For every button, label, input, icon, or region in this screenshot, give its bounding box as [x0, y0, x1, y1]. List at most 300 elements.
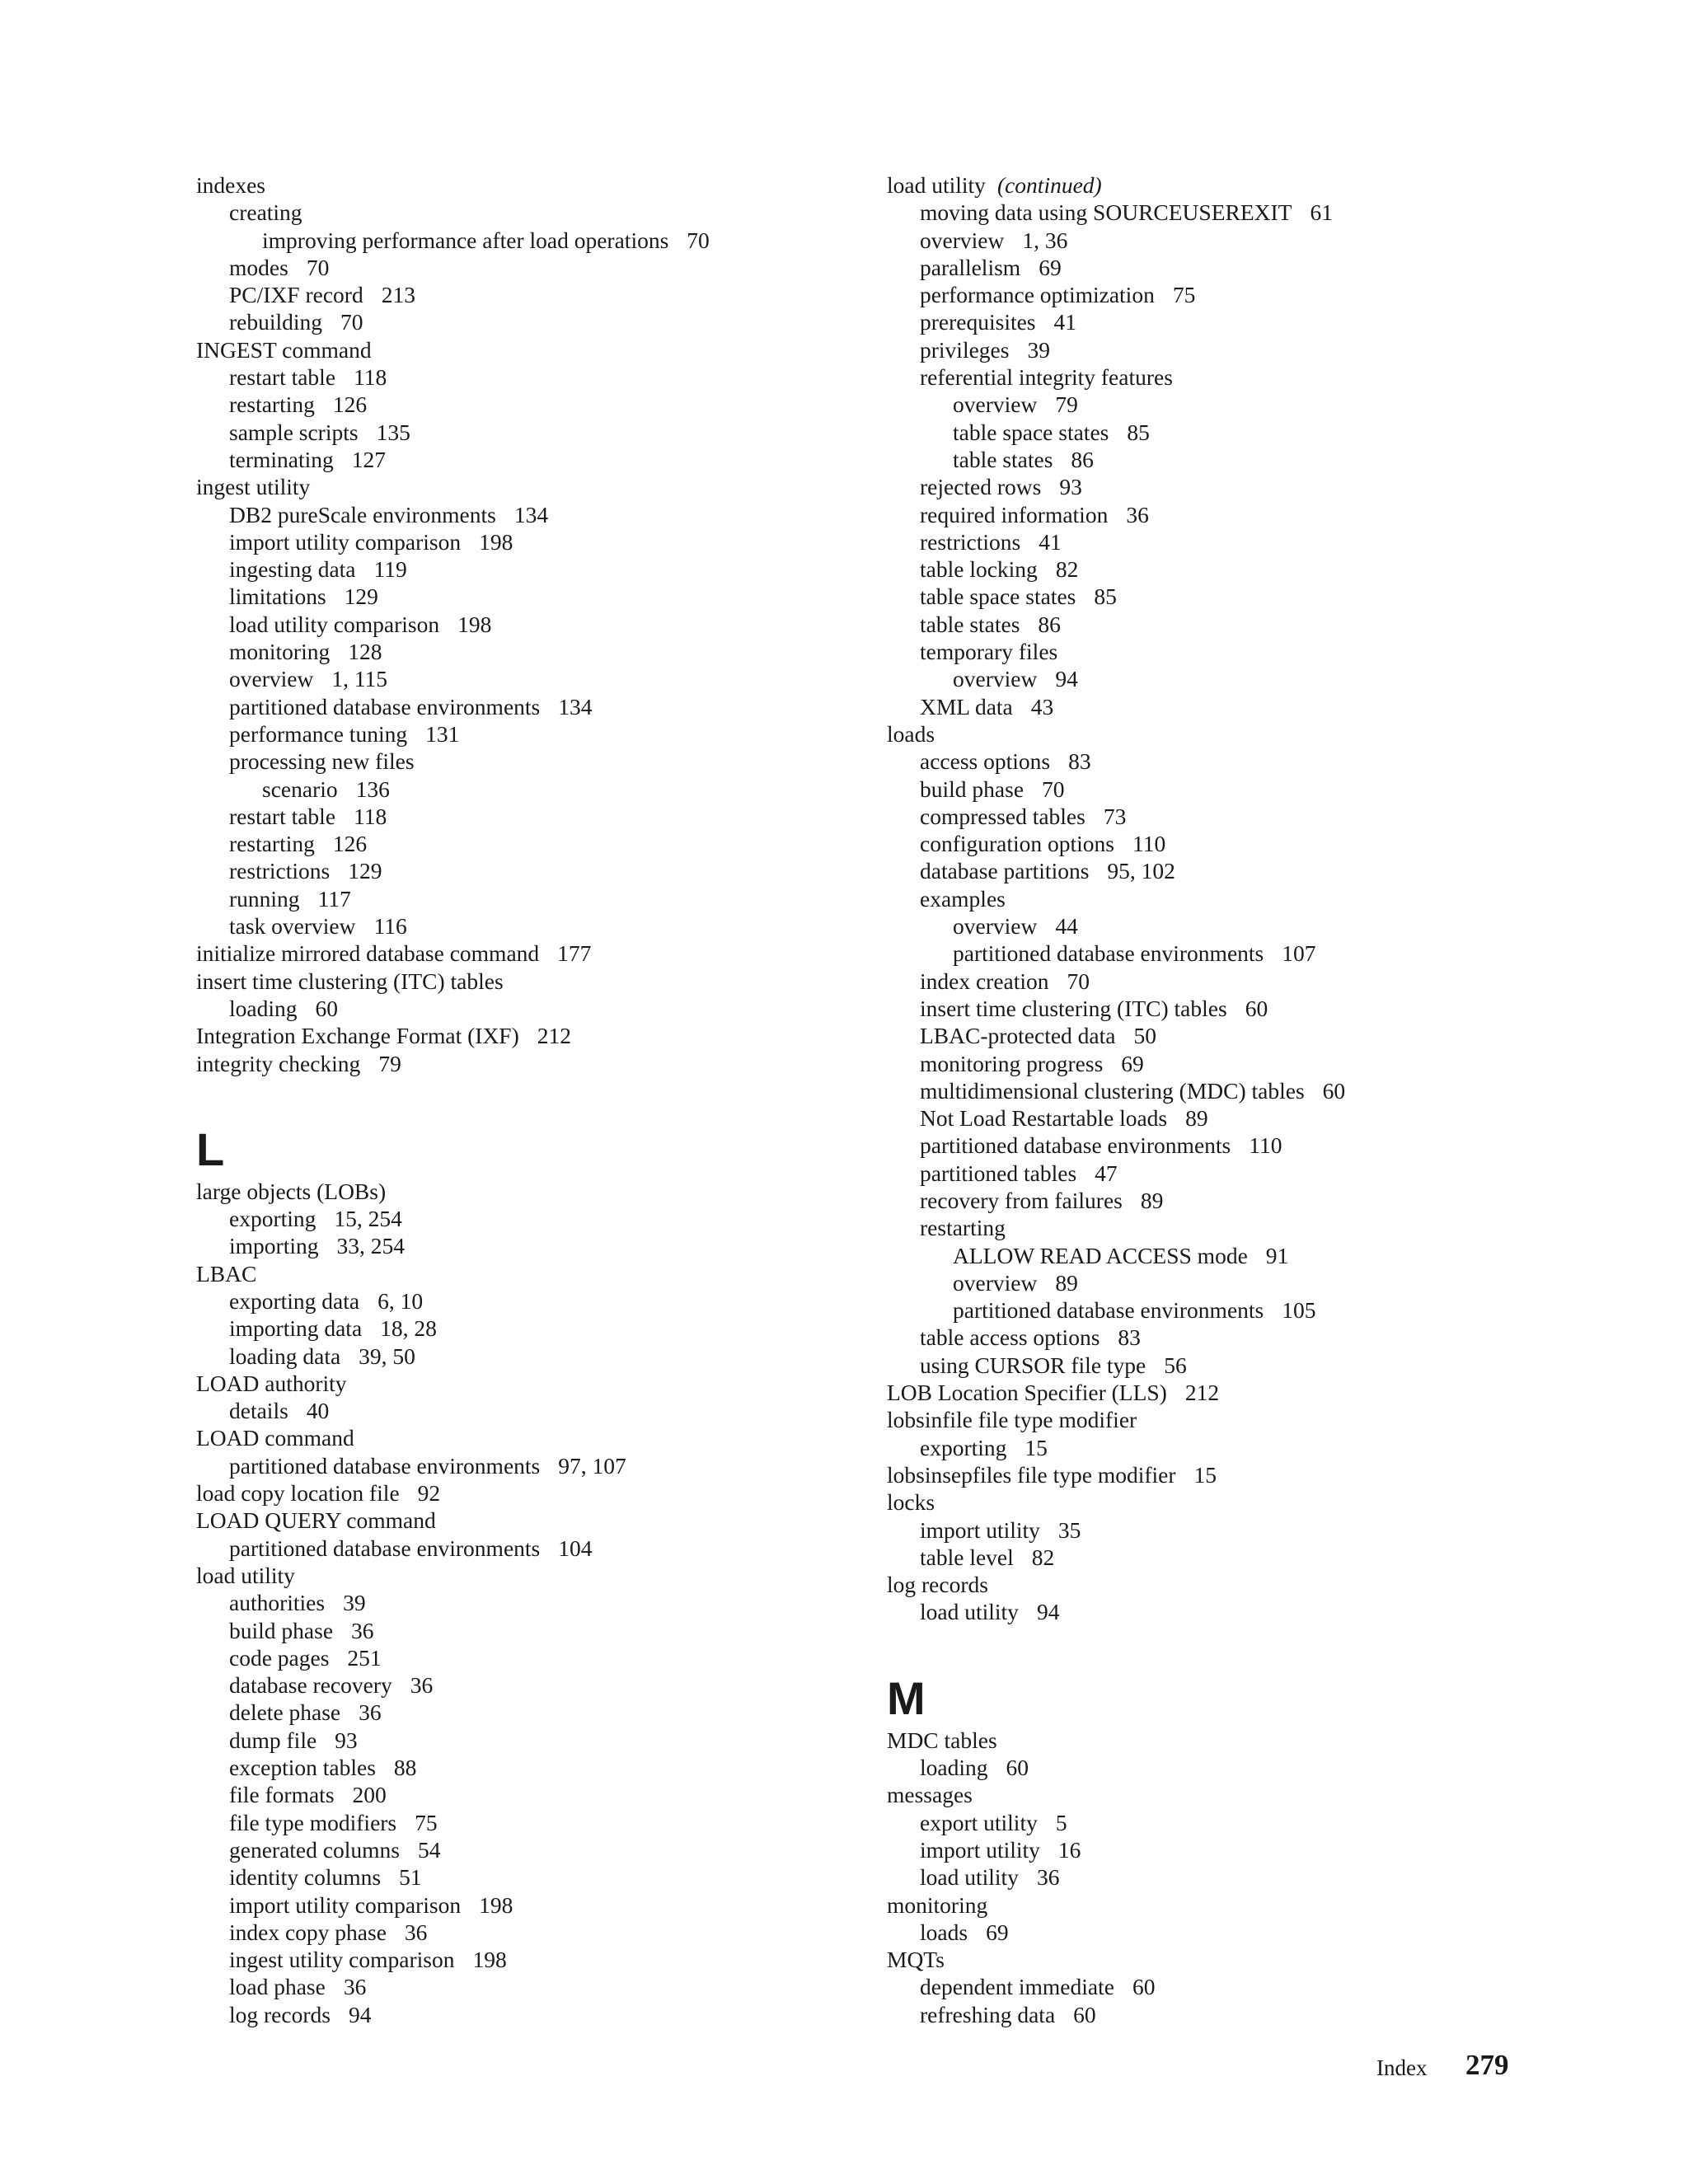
index-term: ingest utility comparison: [229, 1947, 455, 1973]
index-term: loads: [920, 1919, 968, 1945]
index-page-reference: 35: [1057, 1516, 1081, 1543]
index-page-reference: 36: [1036, 1864, 1060, 1891]
index-page-reference: 85: [1127, 419, 1150, 445]
index-entry: [196, 1424, 872, 1451]
index-page-reference: 92: [417, 1480, 441, 1507]
index-entry: [887, 1077, 1629, 1104]
index-entry: [887, 830, 1629, 857]
index-entry: [196, 1315, 872, 1342]
index-entry: [887, 885, 1629, 912]
index-page-reference: 51: [399, 1864, 422, 1891]
index-term: Not Load Restartable loads: [920, 1105, 1168, 1132]
index-term: load utility comparison: [229, 611, 440, 637]
index-page-reference: 61: [1310, 199, 1333, 226]
index-page-reference: 36: [1126, 501, 1149, 527]
index-entry: [196, 1397, 872, 1424]
index-entry: [196, 528, 872, 555]
index-page-reference: 126: [332, 831, 368, 857]
index-entry: [196, 1589, 872, 1616]
index-entry: [887, 912, 1629, 940]
index-page-reference: 69: [1039, 254, 1062, 280]
index-page-reference: 60: [315, 995, 338, 1021]
index-term: export utility: [920, 1809, 1038, 1835]
index-term: LBAC: [196, 1260, 257, 1286]
index-page-reference: 118: [354, 364, 387, 391]
index-entry: [196, 419, 872, 446]
index-entry: [196, 611, 872, 638]
index-term: table access options: [920, 1324, 1100, 1351]
index-term: prerequisites: [920, 309, 1036, 335]
index-page-reference: 129: [344, 583, 378, 610]
index-entry: [887, 2001, 1629, 2028]
index-term: creating: [229, 199, 302, 226]
index-entry: [887, 1516, 1629, 1544]
index-term: messages: [887, 1782, 973, 1808]
index-entry: [196, 1919, 872, 1946]
index-entry: [196, 1260, 872, 1287]
index-entry: [887, 1488, 1629, 1516]
index-entry: [196, 1836, 872, 1863]
index-entry: [196, 857, 872, 884]
index-entry: [887, 1946, 1629, 1973]
index-page-reference: 94: [1055, 666, 1078, 692]
index-page-reference: 212: [537, 1023, 572, 1049]
index-page-reference: 75: [415, 1809, 438, 1835]
index-term: delete phase: [229, 1699, 341, 1726]
index-entry: [887, 1406, 1629, 1433]
index-entry: [887, 1160, 1629, 1187]
index-term: MDC tables: [887, 1727, 997, 1753]
index-column-right: [887, 171, 1629, 2028]
index-term: partitioned database environments: [229, 1535, 541, 1561]
index-page-reference: 94: [348, 2001, 372, 2027]
index-page-reference: 1, 115: [331, 666, 388, 692]
index-term: restarting: [920, 1215, 1006, 1241]
index-page-reference: 91: [1265, 1242, 1289, 1268]
index-term: loading data: [229, 1343, 341, 1369]
index-entry: [887, 391, 1629, 418]
index-page-reference: 83: [1118, 1324, 1141, 1351]
index-term: table level: [920, 1544, 1014, 1570]
index-entry: [196, 336, 872, 363]
index-term: rebuilding: [229, 309, 323, 335]
index-entry: [196, 1452, 872, 1479]
index-entry: [887, 1379, 1629, 1406]
index-term: performance optimization: [920, 282, 1155, 308]
index-entry: [196, 995, 872, 1022]
index-term: overview: [953, 913, 1038, 940]
index-term: loading: [920, 1755, 988, 1781]
index-entry: [887, 528, 1629, 555]
index-page-reference: 6, 10: [377, 1287, 424, 1314]
index-term: file type modifiers: [229, 1809, 397, 1835]
index-term: lobsinsepfiles file type modifier: [887, 1461, 1176, 1488]
index-term: PC/IXF record: [229, 282, 363, 308]
index-page-reference: 56: [1164, 1352, 1187, 1378]
index-term: ingest utility: [196, 474, 311, 500]
index-page-reference: 73: [1103, 803, 1127, 829]
index-term: import utility: [920, 1516, 1040, 1543]
index-page-reference: 177: [557, 940, 592, 967]
index-page-reference: 70: [306, 254, 330, 280]
index-term: recovery from failures: [920, 1187, 1123, 1213]
index-term: insert time clustering (ITC) tables: [196, 968, 504, 994]
index-page-reference: 198: [457, 611, 492, 637]
index-entry: [196, 1973, 872, 2000]
index-term: load utility: [887, 172, 986, 198]
index-term: large objects (LOBs): [196, 1178, 387, 1204]
index-entry: [887, 1754, 1629, 1781]
index-term: exception tables: [229, 1755, 376, 1781]
index-term: table states: [953, 446, 1053, 472]
index-page-reference: 43: [1030, 693, 1054, 719]
index-entry: [887, 501, 1629, 528]
index-page-reference: 60: [1132, 1974, 1156, 2000]
index-entry: [196, 1370, 872, 1397]
index-entry: [887, 611, 1629, 638]
index-page-reference: 127: [351, 446, 387, 472]
index-page-reference: 60: [1006, 1755, 1029, 1781]
index-section-heading: L: [196, 1122, 225, 1175]
index-term: rejected rows: [920, 474, 1042, 500]
index-entry: [196, 1535, 872, 1562]
index-term: load utility: [196, 1562, 295, 1588]
index-page-reference: 15: [1025, 1434, 1048, 1460]
index-term: dependent immediate: [920, 1974, 1114, 2000]
index-page-reference: 18, 28: [380, 1315, 437, 1342]
index-term: moving data using SOURCEUSEREXIT: [920, 199, 1292, 226]
index-entry: [196, 638, 872, 665]
index-entry: [887, 1050, 1629, 1077]
index-page-reference: 1, 36: [1022, 227, 1068, 253]
index-entry: [196, 1699, 872, 1726]
index-page-reference: 36: [351, 1617, 374, 1643]
index-entry: [196, 1232, 872, 1259]
index-entry: [196, 308, 872, 335]
index-page-reference: 86: [1071, 446, 1094, 472]
index-page-reference: 36: [410, 1672, 434, 1699]
index-entry: [887, 473, 1629, 500]
index-page-reference: 75: [1172, 282, 1196, 308]
index-entry: [887, 199, 1629, 226]
index-entry: [196, 1479, 872, 1507]
index-term: restarting: [229, 391, 315, 418]
index-term: loading: [229, 995, 298, 1021]
index-term: indexes: [196, 172, 266, 198]
index-entry: [887, 419, 1629, 446]
index-entry: [887, 583, 1629, 610]
index-page-reference: 198: [472, 1947, 507, 1973]
index-term: importing: [229, 1233, 319, 1259]
index-page-reference: 16: [1057, 1836, 1081, 1863]
index-term: LOAD authority: [196, 1370, 347, 1396]
index-entry: [887, 1781, 1629, 1808]
index-page-reference: 93: [335, 1727, 358, 1753]
index-entry: [887, 1187, 1629, 1214]
index-term: LOAD command: [196, 1425, 354, 1451]
index-entry: [196, 2001, 872, 2028]
index-term: restart table: [229, 364, 336, 391]
index-term: exporting data: [229, 1287, 360, 1314]
index-entry: [887, 857, 1629, 884]
index-page-reference: 50: [1133, 1023, 1156, 1049]
index-page-reference: 134: [513, 501, 549, 527]
index-term: restarting: [229, 831, 315, 857]
index-entry: [196, 912, 872, 940]
index-term: monitoring: [887, 1891, 988, 1918]
index-term: file formats: [229, 1782, 335, 1808]
index-term: overview: [953, 1269, 1038, 1296]
index-term: referential integrity features: [920, 364, 1173, 391]
index-term: partitioned database environments: [229, 693, 541, 719]
index-entry: [196, 1946, 872, 1973]
index-term: exporting: [920, 1434, 1007, 1460]
index-entry: [887, 1598, 1629, 1625]
index-entry: [887, 281, 1629, 308]
index-term: processing new files: [229, 748, 415, 775]
index-term: partitioned database environments: [229, 1452, 541, 1479]
index-term: importing data: [229, 1315, 363, 1342]
index-entry: [887, 363, 1629, 391]
index-term: identity columns: [229, 1864, 382, 1891]
index-page-reference: 89: [1140, 1187, 1164, 1213]
index-page-reference: 110: [1249, 1132, 1282, 1159]
index-entry: [196, 1671, 872, 1699]
index-page-reference: 60: [1245, 995, 1268, 1021]
index-entry: [887, 748, 1629, 775]
index-entry: [887, 940, 1629, 967]
index-entry: [887, 1919, 1629, 1946]
index-page-reference: 41: [1039, 528, 1062, 555]
index-term: LBAC-protected data: [920, 1023, 1116, 1049]
index-page-reference: 70: [340, 309, 363, 335]
index-entry: [196, 1617, 872, 1644]
index-entry: [196, 748, 872, 775]
index-page-reference: 200: [352, 1782, 387, 1808]
index-page-reference: 251: [347, 1644, 382, 1671]
index-term: partitioned database environments: [920, 1132, 1231, 1159]
index-term: exporting: [229, 1206, 316, 1232]
index-page-reference: 85: [1094, 583, 1117, 610]
index-term: temporary files: [920, 639, 1058, 665]
index-term: code pages: [229, 1644, 330, 1671]
index-term: required information: [920, 501, 1109, 527]
index-entry: [196, 171, 872, 199]
index-term: multidimensional clustering (MDC) tables: [920, 1077, 1305, 1104]
index-page-reference: 36: [359, 1699, 382, 1726]
index-entry: [196, 254, 872, 281]
index-entry: [196, 583, 872, 610]
index-page-reference: 134: [558, 693, 593, 719]
index-page-reference: 116: [373, 913, 407, 940]
index-entry: [887, 336, 1629, 363]
index-term: compressed tables: [920, 803, 1085, 829]
index-page-reference: 105: [1282, 1297, 1316, 1324]
index-term: access options: [920, 748, 1051, 775]
index-entry: [887, 1461, 1629, 1488]
index-entry: [196, 1205, 872, 1232]
index-entry: [196, 830, 872, 857]
index-term: generated columns: [229, 1836, 400, 1863]
index-entry: [196, 1050, 872, 1077]
index-entry: [196, 1863, 872, 1891]
index-entry: [196, 940, 872, 967]
index-entry: [887, 1324, 1629, 1351]
index-term: load utility: [920, 1864, 1019, 1891]
index-entry: [196, 1022, 872, 1049]
index-term: LOAD QUERY command: [196, 1507, 436, 1534]
index-term: overview: [920, 227, 1005, 253]
index-page-reference: 33, 254: [336, 1233, 405, 1259]
index-page-reference: 136: [355, 776, 390, 802]
index-entry: [196, 363, 872, 391]
index-entry: [887, 1836, 1629, 1863]
index-entry: [887, 171, 1629, 199]
index-term: performance tuning: [229, 720, 408, 747]
index-page-reference: 89: [1185, 1105, 1208, 1132]
index-term: privileges: [920, 336, 1010, 363]
index-entry: [887, 1269, 1629, 1296]
index-entry: [887, 693, 1629, 720]
index-entry: [887, 776, 1629, 803]
index-page-reference: 70: [1042, 776, 1065, 802]
index-entry: [887, 1132, 1629, 1159]
index-entry: [196, 1891, 872, 1919]
index-page-reference: 60: [1322, 1077, 1346, 1104]
index-page-reference: 54: [417, 1836, 441, 1863]
index-term: restrictions: [229, 858, 331, 884]
index-term: table locking: [920, 556, 1038, 583]
index-page-reference: 129: [348, 858, 382, 884]
footer-section-label: Index: [1376, 2055, 1428, 2080]
index-term: LOB Location Specifier (LLS): [887, 1380, 1167, 1406]
index-term: log records: [887, 1572, 988, 1598]
index-page-reference: 39, 50: [359, 1343, 415, 1369]
index-term: overview: [229, 666, 314, 692]
index-term: build phase: [920, 776, 1025, 802]
index-page-reference: 83: [1068, 748, 1091, 775]
index-term: table states: [920, 611, 1020, 637]
index-term: authorities: [229, 1590, 326, 1616]
index-term: dump file: [229, 1727, 317, 1753]
index-term: monitoring progress: [920, 1050, 1104, 1076]
index-page-reference: 36: [404, 1919, 428, 1945]
index-entry: [196, 391, 872, 418]
index-term: limitations: [229, 583, 326, 610]
index-page-reference: 79: [1055, 391, 1078, 418]
index-term: database recovery: [229, 1672, 392, 1699]
index-term: examples: [920, 885, 1006, 912]
index-entry: [196, 1754, 872, 1781]
index-term: restrictions: [920, 528, 1021, 555]
index-page-reference: 36: [343, 1974, 367, 2000]
index-entry: [887, 227, 1629, 254]
index-entry: [196, 1562, 872, 1589]
index-entry: [887, 1434, 1629, 1461]
index-entry: [887, 638, 1629, 665]
index-page-reference: 86: [1038, 611, 1061, 637]
index-page-reference: 79: [378, 1050, 401, 1076]
index-entry: [196, 968, 872, 995]
index-entry: [196, 1343, 872, 1370]
index-page-reference: 94: [1036, 1599, 1060, 1625]
index-page-reference: 126: [332, 391, 368, 418]
index-page-reference: 198: [479, 528, 513, 555]
index-entry: [887, 1727, 1629, 1754]
index-entry: [887, 720, 1629, 748]
index-term: table space states: [953, 419, 1109, 445]
index-entry: [196, 803, 872, 830]
index-entry: [196, 1507, 872, 1534]
footer-page-number: 279: [1465, 2049, 1509, 2081]
index-entry: [887, 1571, 1629, 1598]
index-page-reference: 131: [425, 720, 460, 747]
index-entry: [196, 1727, 872, 1754]
index-term: import utility comparison: [229, 528, 462, 555]
index-entry: [887, 446, 1629, 473]
index-term: overview: [953, 391, 1038, 418]
index-entry: [196, 446, 872, 473]
index-term: scenario: [262, 776, 338, 802]
index-page-reference: 5: [1055, 1809, 1067, 1835]
index-page-reference: 97, 107: [558, 1452, 626, 1479]
index-entry: [887, 968, 1629, 995]
index-page-reference: 88: [393, 1755, 417, 1781]
index-entry: [887, 803, 1629, 830]
index-term: configuration options: [920, 831, 1115, 857]
index-term: details: [229, 1398, 288, 1424]
index-entry: [196, 1178, 872, 1205]
index-page-reference: 82: [1055, 556, 1079, 583]
index-term: log records: [229, 2001, 331, 2027]
index-term: partitioned tables: [920, 1160, 1077, 1186]
index-page-reference: 93: [1059, 474, 1082, 500]
page-footer: [1376, 2047, 1624, 2088]
index-entry: [887, 1104, 1629, 1132]
index-section-heading: M: [887, 1671, 926, 1724]
index-term: terminating: [229, 446, 334, 472]
index-entry: [887, 1809, 1629, 1836]
index-entry: [196, 1287, 872, 1315]
index-term: build phase: [229, 1617, 334, 1643]
index-page-reference: 40: [306, 1398, 330, 1424]
index-page-reference: 39: [1027, 336, 1050, 363]
index-entry: [196, 665, 872, 692]
index-term: monitoring: [229, 639, 331, 665]
index-page-reference: 15: [1193, 1461, 1217, 1488]
index-term: index creation: [920, 968, 1049, 994]
index-term: import utility: [920, 1836, 1040, 1863]
index-term: load utility: [920, 1599, 1019, 1625]
index-entry: [887, 1863, 1629, 1891]
index-term: DB2 pureScale environments: [229, 501, 496, 527]
index-term: ALLOW READ ACCESS mode: [953, 1242, 1248, 1268]
index-term: parallelism: [920, 254, 1021, 280]
index-entry: [196, 555, 872, 583]
index-term: lobsinfile file type modifier: [887, 1407, 1137, 1433]
index-term: insert time clustering (ITC) tables: [920, 995, 1227, 1021]
index-term: integrity checking: [196, 1050, 361, 1076]
index-entry: [887, 1242, 1629, 1269]
index-entry: [887, 1973, 1629, 2000]
index-term: index copy phase: [229, 1919, 387, 1945]
index-entry: [887, 1296, 1629, 1324]
index-entry: [887, 308, 1629, 335]
index-term: import utility comparison: [229, 1891, 462, 1918]
index-term: load copy location file: [196, 1480, 400, 1507]
index-page-reference: 47: [1095, 1160, 1118, 1186]
index-term: sample scripts: [229, 419, 359, 445]
